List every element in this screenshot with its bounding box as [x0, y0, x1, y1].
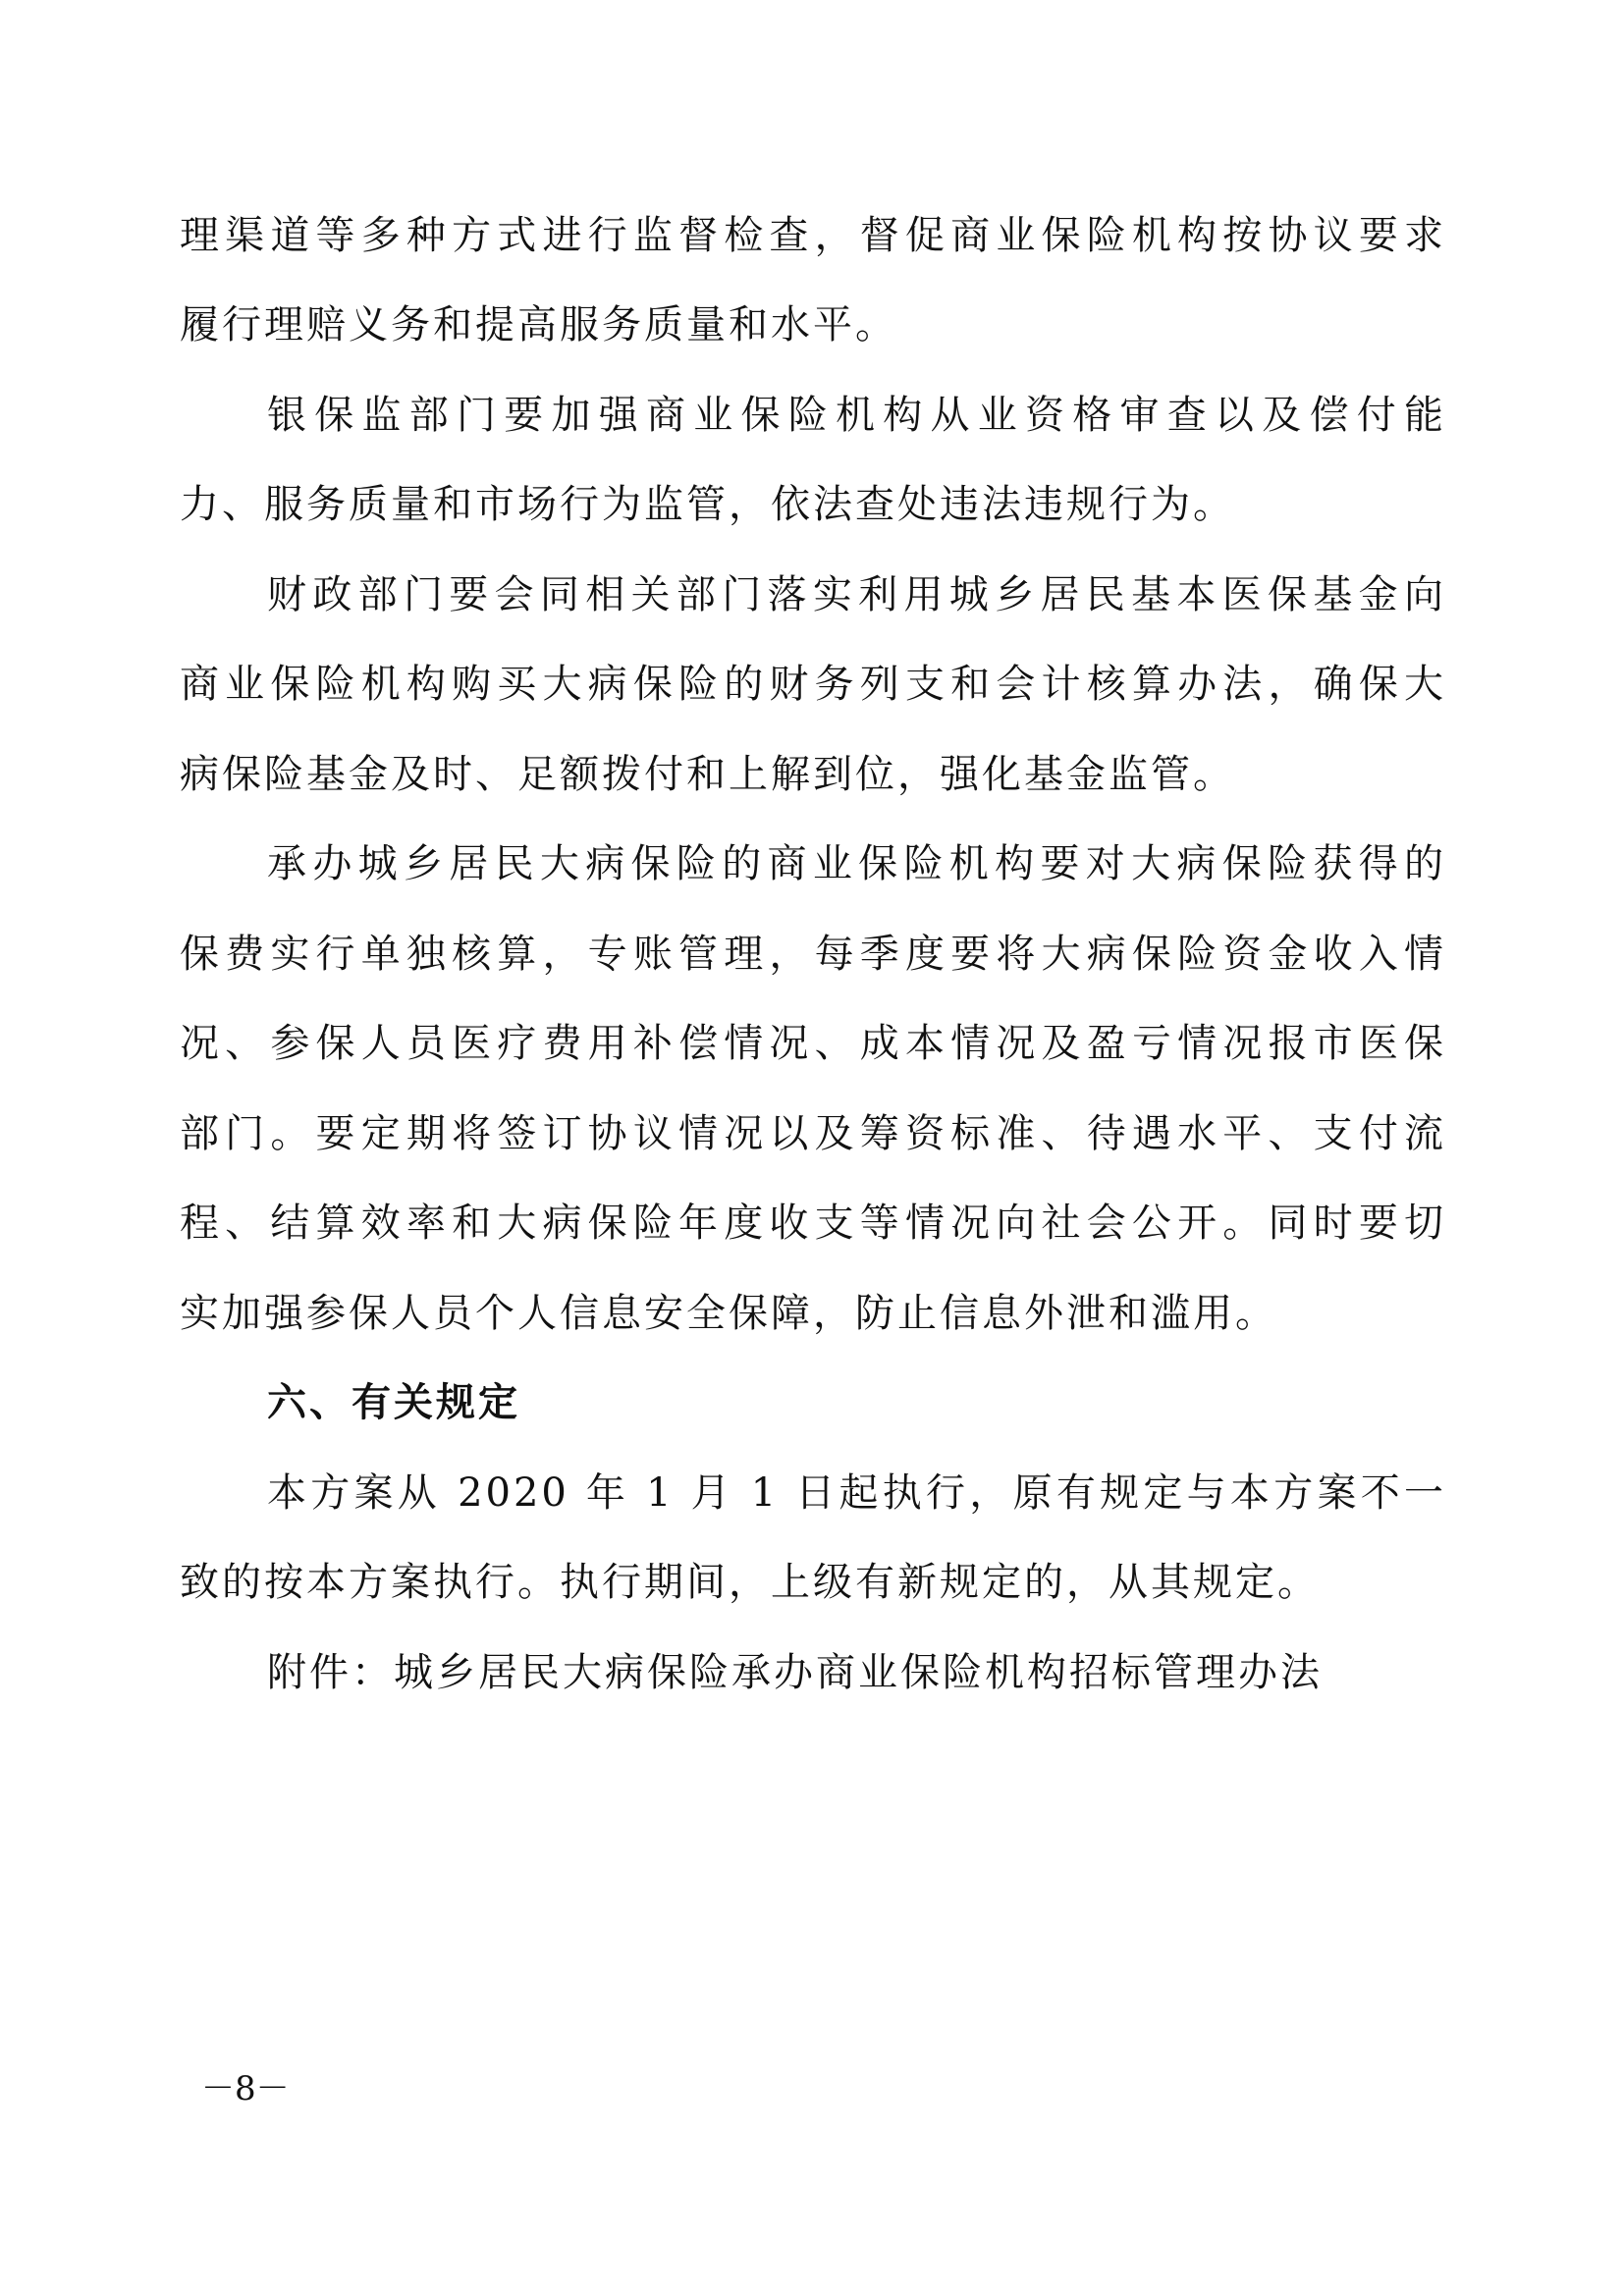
paragraph-line: 程、结算效率和大病保险年度收支等情况向社会公开。同时要切 — [180, 1201, 1446, 1246]
paragraph-line: 病保险基金及时、足额拨付和上解到位，强化基金监管。 — [180, 752, 1235, 797]
paragraph-line: 保费实行单独核算，专账管理，每季度要将大病保险资金收入情 — [180, 932, 1446, 977]
paragraph-line: 致的按本方案执行。执行期间，上级有新规定的，从其规定。 — [180, 1560, 1320, 1605]
paragraph-line: 本方案从 2020 年 1 月 1 日起执行，原有规定与本方案不一 — [267, 1470, 1446, 1516]
paragraph-line: 商业保险机构购买大病保险的财务列支和会计核算办法，确保大 — [180, 662, 1446, 707]
page-number: －8－ — [201, 2069, 290, 2109]
paragraph-line: 承办城乡居民大病保险的商业保险机构要对大病保险获得的 — [267, 841, 1446, 886]
paragraph-line: 财政部门要会同相关部门落实利用城乡居民基本医保基金向 — [267, 572, 1446, 617]
paragraph-line: 力、服务质量和市场行为监管，依法查处违法违规行为。 — [180, 482, 1235, 527]
paragraph-line: 况、参保人员医疗费用补偿情况、成本情况及盈亏情况报市医保 — [180, 1021, 1446, 1066]
section-heading: 六、有关规定 — [267, 1380, 520, 1425]
attachment-line: 附件：城乡居民大病保险承办商业保险机构招标管理办法 — [267, 1650, 1323, 1695]
paragraph-line: 部门。要定期将签订协议情况以及筹资标准、待遇水平、支付流 — [180, 1111, 1446, 1156]
paragraph-line: 履行理赔义务和提高服务质量和水平。 — [180, 302, 897, 347]
paragraph-line: 理渠道等多种方式进行监督检查，督促商业保险机构按协议要求 — [180, 213, 1446, 258]
paragraph-line: 银保监部门要加强商业保险机构从业资格审查以及偿付能 — [267, 393, 1446, 438]
paragraph-line: 实加强参保人员个人信息安全保障，防止信息外泄和滥用。 — [180, 1291, 1277, 1336]
